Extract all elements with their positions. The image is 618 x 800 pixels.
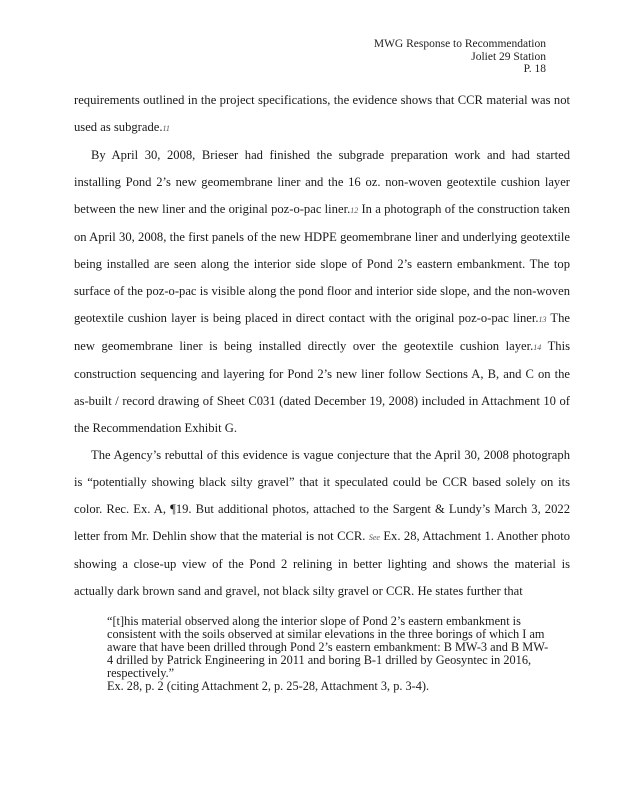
paragraph-2-text-b: In a photograph of the construction taken on April 30, 2008, the first panels of the new HDPE geomembrane liner and underlying geotextile being installed are seen along the interior side slope of Pond 2’s eastern embankment. The top surface of the poz-o-pac is visible along the pond floor and interior side slope, and the non-woven geotextile cushion layer is being placed in direct contact with the original poz-o-pac liner. (74, 202, 570, 325)
quote-text: “[t]his material observed along the interior slope of Pond 2’s eastern embankment is consistent with the soils observed at similar elevations in the three borings of which I am aware that have been drilled through Pond 2’s eastern embankment: B MW-3 and B MW-4 drilled by Patrick Engineering in 2011 and boring B-1 drilled by Geosyntec in 2016, respectively.” (107, 614, 549, 680)
footnote-ref-12: 12 (350, 206, 359, 215)
paragraph-3-text-b: Ex. 28, Attachment 1. Another photo showing a close-up view of the Pond 2 relining in better lighting and shows the material is actually dark brown sand and gravel, not black silty gravel or CCR. He states further that (74, 529, 570, 598)
block-quote (107, 615, 553, 693)
footnote-ref-14: 14 (533, 343, 542, 352)
paragraph-1 (74, 87, 570, 142)
header-station: Joliet 29 Station (471, 50, 546, 63)
paragraph-2-text-a: By April 30, 2008, Brieser had finished the subgrade preparation work and had started installing Pond 2’s new geomembrane liner and the 16 oz. non-woven geotextile cushion layer between the new liner and the original poz-o-pac liner. (74, 148, 570, 216)
paragraph-2-text-c: The new geomembrane liner is being installed directly over the geotextile cushion layer. (74, 311, 570, 353)
paragraph-3-text-a: The Agency’s rebuttal of this evidence is vague conjecture that the April 30, 2008 photograph is “potentially showing black silty gravel” that it speculated could be CCR based solely on its color. Rec. Ex. A, ¶19. But additional photos, attached to the Sargent & Lundy’s March 3, 2022 letter from Mr. Dehlin show that the material is not CCR. (74, 448, 570, 543)
see-signal: See (368, 533, 380, 542)
footnote-ref-13: 13 (538, 315, 547, 324)
header-page-number: P. 18 (523, 63, 546, 75)
body-text (74, 87, 570, 605)
header-title: MWG Response to Recommendation (373, 38, 546, 50)
paragraph-1-text: requirements outlined in the project specifications, the evidence shows that CCR material was not used as subgrade. (74, 93, 570, 134)
paragraph-2 (74, 142, 570, 442)
footnote-ref-11: 11 (162, 124, 170, 133)
paragraph-3 (74, 442, 570, 605)
quote-citation: Ex. 28, p. 2 (citing Attachment 2, p. 25-28, Attachment 3, p. 3-4). (107, 679, 430, 693)
paragraph-2-text-d: This construction sequencing and layering for Pond 2’s new liner follow Sections A, B, and C on the as-built / record drawing of Sheet C031 (dated December 19, 2008) included in Attachment 10 of the Recommendation Exhibit G. (74, 339, 571, 435)
page-header (374, 38, 546, 76)
